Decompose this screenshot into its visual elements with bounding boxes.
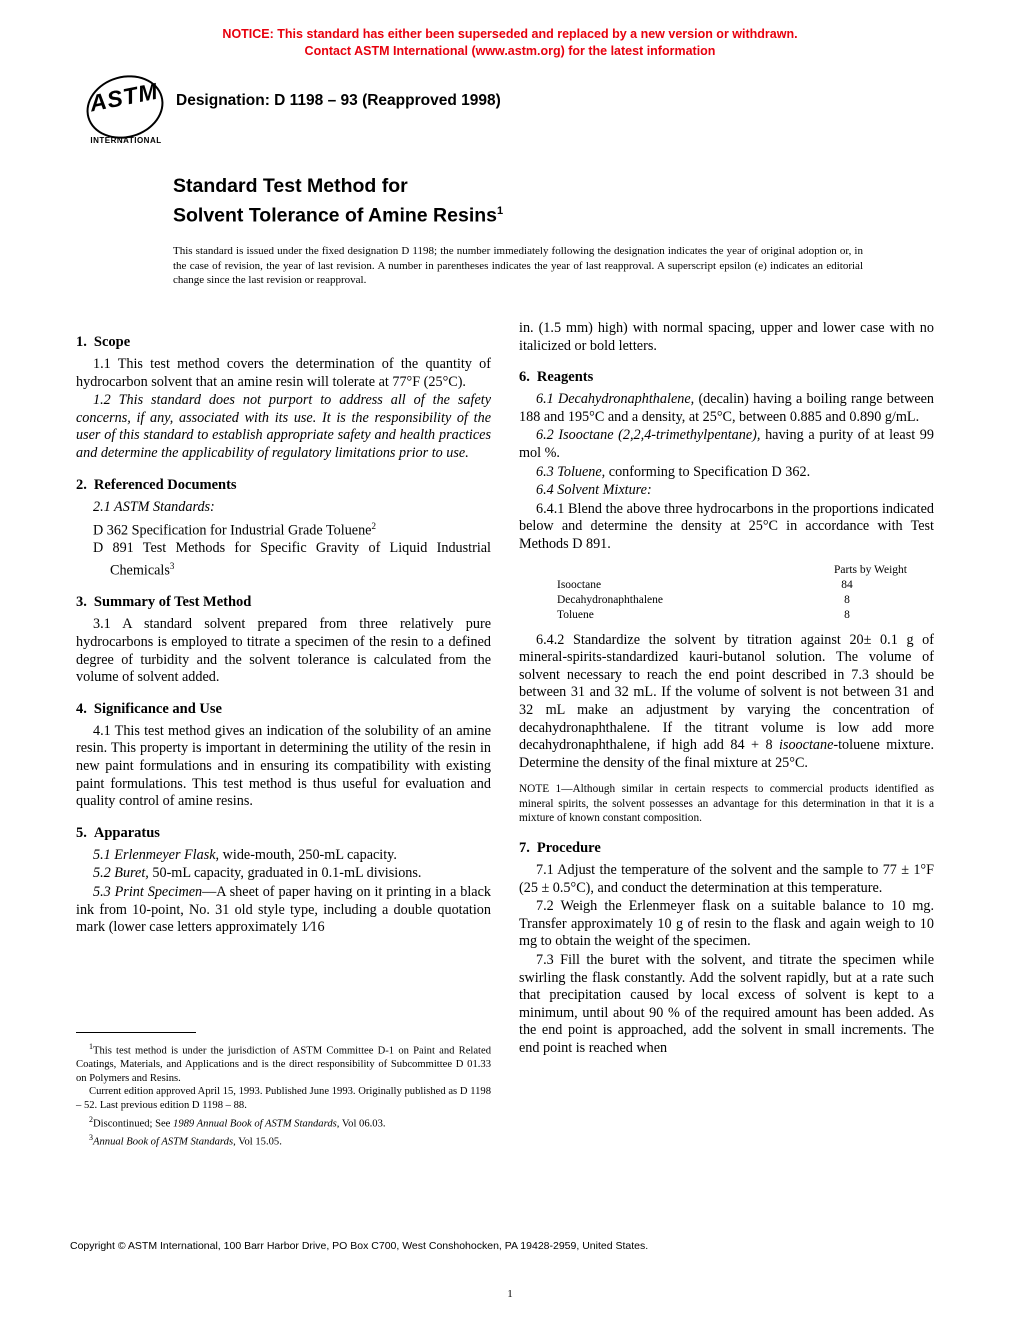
astm-logo-icon bbox=[80, 76, 172, 152]
table-cell-name: Isooctane bbox=[557, 578, 602, 591]
footnote-1-marker: 1 bbox=[89, 1042, 93, 1051]
scope-number: 1. bbox=[76, 334, 87, 350]
reagents-6-1-text: (decalin) having a boiling range between 188 and 195°C and a density, at 25°C, between 0.885 and 0.890 g/mL. bbox=[519, 391, 935, 425]
astm-standards-subheading: 2.1 ASTM Standards: bbox=[93, 498, 215, 515]
table-cell-value: 8 bbox=[844, 593, 850, 606]
footnote-2-marker: 2 bbox=[89, 1114, 93, 1124]
apparatus-5-1-text: wide-mouth, 250-mL capacity. bbox=[219, 846, 397, 863]
apparatus-5-2-term: 5.2 Buret, bbox=[93, 865, 149, 882]
apparatus-number: 5. bbox=[76, 824, 87, 841]
reagents-paragraph-6-4-2 bbox=[519, 632, 934, 773]
significance-heading-text: Significance and Use bbox=[93, 700, 222, 717]
table-cell-value: 84 bbox=[841, 578, 853, 591]
reference-list bbox=[76, 518, 491, 580]
section-heading-apparatus bbox=[76, 824, 491, 842]
procedure-heading-text: Procedure bbox=[536, 840, 601, 857]
reference-item-marker: 3 bbox=[169, 561, 175, 572]
apparatus-5-3-text: —A sheet of paper having on it printing in a black ink from 10-point, No. 31 old style type, including a double quotation mark (lower case letters approximately 1⁄16 bbox=[76, 883, 491, 936]
reagents-paragraph-6-4: 6.4 Solvent Mixture: bbox=[536, 482, 652, 499]
reagents-6-3-term: 6.3 Toluene, bbox=[536, 463, 606, 480]
procedure-number: 7. bbox=[519, 840, 530, 857]
reagents-heading-text: Reagents bbox=[536, 369, 594, 386]
page-title bbox=[173, 174, 873, 229]
footnotes-block bbox=[76, 1032, 491, 1149]
footnote-3-marker: 3 bbox=[89, 1132, 93, 1142]
table-header-parts-by-weight: Parts by Weight bbox=[834, 563, 907, 576]
section-heading-summary bbox=[76, 593, 491, 611]
table-header-row bbox=[557, 563, 934, 578]
note-1-label: NOTE 1 bbox=[519, 783, 562, 796]
section-heading-significance bbox=[76, 700, 491, 718]
reagents-paragraph-6-4-1: 6.4.1 Blend the above three hydrocarbons in the proportions indicated below and determine the density at 25°C in accordance with Test Methods D 891. bbox=[519, 500, 934, 552]
summary-number: 3. bbox=[76, 594, 87, 611]
scope-heading-text: Scope bbox=[93, 334, 131, 350]
referenced-heading-text: Referenced Documents bbox=[93, 476, 237, 493]
logo-subtitle: INTERNATIONAL bbox=[90, 136, 162, 145]
reagents-6-4-2-text-a: 6.4.2 Standardize the solvent by titration against 20± 0.1 g of mineral-spirits-standardized kauri-butanol solution. The volume of solvent necessary to reach the end point described in 7.3 should be between 31 and 32 mL. If the volume of solvent is not between 31 and 32 mL make an adjustment by varying the concentration of decahydronaphthalene. If the titrant volume is low add more decahydronaphthalene, if high add 84 + 8 bbox=[519, 631, 934, 754]
section-heading-referenced-documents bbox=[76, 476, 491, 494]
footnote-rule bbox=[76, 1032, 196, 1033]
apparatus-5-3-continued: in. (1.5 mm) high) with normal spacing, upper and lower case with no italicized or bold letters. bbox=[519, 320, 934, 354]
footnote-2-title: 1989 Annual Book of ASTM Standards, bbox=[173, 1118, 340, 1130]
notice-line-2: Contact ASTM International (www.astm.org) for the latest information bbox=[304, 44, 716, 58]
referenced-number: 2. bbox=[76, 476, 87, 493]
summary-paragraph-3-1: 3.1 A standard solvent prepared from three relatively pure hydrocarbons is employed to titrate a specimen of the resin to a defined degree of turbidity and the solvent tolerance is calculated from the volume of solvent added. bbox=[76, 616, 491, 686]
reference-item-marker: 2 bbox=[371, 521, 376, 532]
table-cell-value: 8 bbox=[844, 608, 850, 621]
procedure-paragraph-7-3: 7.3 Fill the buret with the solvent, and titrate the specimen while swirling the flask constantly. Add the solvent rapidly, but at a rate such that precipitation caused by local excess of solvent is kept to a minimum, until about 90 % of the required amount has been added. As the end point is approached, add the solvent in small increments. The end point is reached when bbox=[519, 952, 934, 1056]
reference-item bbox=[76, 540, 491, 580]
section-heading-reagents bbox=[519, 368, 934, 386]
apparatus-5-2-text: 50-mL capacity, graduated in 0.1-mL divisions. bbox=[148, 865, 422, 882]
reagents-paragraph-6-2 bbox=[519, 427, 934, 462]
reagents-paragraph-6-1 bbox=[519, 391, 934, 426]
scope-paragraph-1-2: 1.2 This standard does not purport to address all of the safety concerns, if any, associated with its use. It is the responsibility of the user of this standard to establish appropriate safety and health practices and determine the applicability of regulatory limitations prior to use. bbox=[76, 392, 491, 461]
title-line-1: Standard Test Method for bbox=[173, 175, 408, 197]
designation-line: Designation: D 1198 – 93 (Reapproved 1998) bbox=[176, 92, 501, 109]
footnote-1 bbox=[76, 1040, 491, 1085]
reference-item-text: D 362 Specification for Industrial Grade Toluene bbox=[93, 522, 372, 539]
table-row bbox=[557, 593, 934, 608]
apparatus-paragraph-5-2 bbox=[76, 865, 491, 883]
procedure-paragraph-7-2: 7.2 Weigh the Erlenmeyer flask on a suitable balance to 10 mg. Transfer approximately 10 g of resin to the flask and again weigh to 10 mg to obtain the weight of the specimen. bbox=[519, 898, 934, 950]
footnote-2 bbox=[76, 1113, 491, 1131]
page-number: 1 bbox=[507, 1288, 513, 1300]
withdrawn-notice bbox=[0, 26, 1020, 60]
reagents-6-2-text: having a purity of at least 99 mol %. bbox=[519, 427, 934, 461]
scope-paragraph-1-1: 1.1 This test method covers the determination of the quantity of hydrocarbon solvent that an amine resin will tolerate at 77°F (25°C). bbox=[76, 356, 491, 390]
reagents-6-4-2-text-b: -toluene mixture. Determine the density of the final mixture at 25°C. bbox=[519, 737, 934, 771]
apparatus-5-1-term: 5.1 Erlenmeyer Flask, bbox=[93, 846, 220, 863]
apparatus-paragraph-5-3 bbox=[76, 884, 491, 937]
significance-paragraph-4-1: 4.1 This test method gives an indication of the solubility of an amine resin. This property is important in determining the utility of the resin in new paint formulations and in ensuring its compatibility with existing paint formulations. This test method is thus useful for evaluation and quality control of amine resins. bbox=[76, 722, 491, 810]
table-row bbox=[557, 578, 934, 593]
footnote-1-text: This test method is under the jurisdiction of ASTM Committee D-1 on Paint and Related Coatings, Materials, and Applications and is the direct responsibility of Subcommittee D 01.33 on Polymers and Resins. bbox=[76, 1045, 491, 1084]
left-column bbox=[76, 320, 491, 937]
reagents-number: 6. bbox=[519, 369, 530, 386]
apparatus-5-3-term: 5.3 Print Specimen bbox=[93, 883, 203, 900]
notice-line-1: NOTICE: This standard has either been superseded and replaced by a new version or withdrawn. bbox=[222, 27, 798, 41]
summary-heading-text: Summary of Test Method bbox=[93, 594, 252, 611]
title-footnote-marker: 1 bbox=[497, 205, 504, 217]
footnote-2-text-b: Vol 06.03. bbox=[339, 1118, 386, 1130]
footnote-1b: Current edition approved April 15, 1993. Published June 1993. Originally published as D 1198 – 52. Last previous edition D 1198 – 88. bbox=[76, 1086, 491, 1111]
reference-item bbox=[76, 518, 491, 540]
table-row bbox=[557, 608, 934, 623]
title-line-2: Solvent Tolerance of Amine Resins bbox=[173, 204, 497, 227]
section-heading-scope bbox=[76, 333, 491, 351]
footnote-3-title: Annual Book of ASTM Standards, bbox=[93, 1136, 236, 1148]
footnote-3-text-b: Vol 15.05. bbox=[235, 1136, 282, 1148]
reagents-6-4-2-isooctane: isooctane bbox=[779, 737, 834, 754]
copyright-line: Copyright © ASTM International, 100 Barr Harbor Drive, PO Box C700, West Conshohocken, PA 19428-2959, United States. bbox=[70, 1240, 649, 1252]
reagents-paragraph-6-3 bbox=[519, 464, 934, 482]
procedure-paragraph-7-1: 7.1 Adjust the temperature of the solvent and the sample to 77 ± 1°F (25 ± 0.5°C), and conduct the determination at this temperature. bbox=[519, 862, 934, 896]
apparatus-paragraph-5-1 bbox=[76, 847, 491, 865]
table-cell-name: Decahydronaphthalene bbox=[557, 593, 664, 606]
apparatus-heading-text: Apparatus bbox=[93, 824, 160, 841]
note-1 bbox=[519, 782, 934, 826]
right-column bbox=[519, 320, 934, 1058]
reagents-6-2-term: 6.2 Isooctane (2,2,4-trimethylpentane), bbox=[536, 427, 761, 444]
reference-item-text: D 891 Test Methods for Specific Gravity of Liquid Industrial Chemicals bbox=[93, 540, 491, 579]
logo-letters: ASTM bbox=[87, 77, 161, 117]
table-cell-name: Toluene bbox=[557, 608, 594, 621]
reagents-6-3-text: conforming to Specification D 362. bbox=[605, 463, 811, 480]
footnote-2-text-a: Discontinued; See bbox=[93, 1118, 174, 1130]
section-heading-procedure bbox=[519, 839, 934, 857]
reagents-6-1-term: 6.1 Decahydronaphthalene, bbox=[536, 391, 695, 408]
document-header bbox=[80, 76, 940, 156]
footnote-3 bbox=[76, 1131, 491, 1149]
standard-preamble: This standard is issued under the fixed designation D 1198; the number immediately following the designation indicates the year of original adoption or, in the case of revision, the year of last revision. A number in parentheses indicates the year of last reapproval. A superscript epsilon (e) indicates an editorial change since the last revision or reapproval. bbox=[173, 245, 863, 286]
significance-number: 4. bbox=[76, 700, 87, 717]
solvent-mixture-table bbox=[519, 563, 934, 623]
note-1-text: —Although similar in certain respects to commercial products identified as mineral spirits, the solvent possesses an advantage for this determination in that it is a mixture of known constant composition. bbox=[519, 783, 934, 825]
